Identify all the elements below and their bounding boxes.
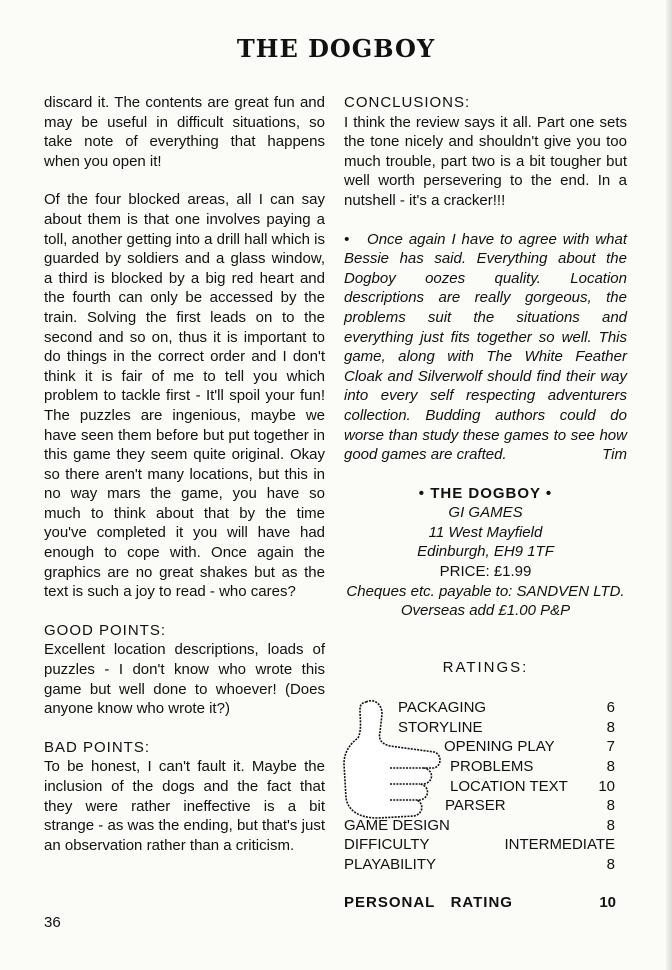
comment-text: Once again I have to agree with what Bessie has said. Everything about the Dogboy oozes quality. Location descriptions are really gorgeous, the problems suit the situations and everything just fits together so well. This game, along with The White Feather Cloak and Silverwolf should find their way into every self respecting adventurers collection. Budding authors could do worse than study these games to see how good games are crafted. [344,230,627,464]
page-title: THE DOGBOY [236,34,436,63]
page-number: 36 [44,914,61,931]
game-info-title: • THE DOGBOY • [418,484,553,502]
rating-value-problems: 8 [606,758,615,775]
rating-label-playability: PLAYABILITY [344,856,436,873]
bad-points-text: To be honest, I can't fault it. Maybe the inclusion of the dogs and the fact that they were rather ineffective is a bit strange - as was the ending, but that's just an observation rather than a criticism. [44,758,325,854]
game-info-price: PRICE: £1.99 [439,563,532,581]
game-info-cheques: Cheques etc. payable to: SANDVEN LTD. Overseas add £1.00 P&P [346,582,625,620]
rating-value-opening-play: 7 [606,738,615,755]
review-paragraph-1: discard it. The contents are great fun and may be useful in difficult situations, so take note of everything that happens when you open it! [44,94,325,170]
rating-value-location-text: 10 [598,778,615,795]
bad-points-section [44,738,325,856]
ratings-heading: RATINGS: [442,659,529,676]
reviewer-comment [344,230,627,465]
rating-value-parser: 8 [606,797,615,814]
left-column [44,93,325,874]
good-points-heading: GOOD POINTS: [44,621,167,639]
rating-label-opening-play: OPENING PLAY [444,738,555,755]
rating-value-difficulty: INTERMEDIATE [504,836,615,853]
review-paragraph-2: Of the four blocked areas, all I can say about them is that one involves paying a toll, another getting into a drill hall which is guarded by soldiers and a glass window, a third is blocked by a big red heart and the fourth can only be accessed by the train. Solving the first leads on to the second and so on, thus it is important to do things in the correct order and I don't think it is fair of me to tell you which problem to tackle first - It'll spoil your fun! The puzzles are ingenious, maybe we have seen them before but put together in this game they seem quite original. Okay so there aren't many locations, but this in no way mars the game, you have so much to think about that by the time you've completed it you will have had enough to cope with. Once again the graphics are no great shakes but as the text is such a joy to read - who cares? [44,191,325,601]
rating-label-packaging: PACKAGING [398,699,487,716]
rating-label-storyline: STORYLINE [398,719,483,736]
rating-value-playability: 8 [606,856,615,873]
page-edge [666,0,672,970]
good-points-text: Excellent location descriptions, loads of puzzles - I don't know who wrote this game but well done to whoever! (Does anyone know who wrote it?) [44,641,325,718]
bad-points-heading: BAD POINTS: [44,738,151,756]
personal-rating-label: PERSONAL RATING [344,894,513,911]
game-info-block [344,484,627,621]
comment-bullet: • [344,230,350,248]
rating-value-packaging: 6 [606,699,615,716]
game-info-address-line-1: 11 West Mayfield [428,523,543,541]
rating-label-difficulty: DIFFICULTY [344,836,430,853]
rating-label-game-design: GAME DESIGN [344,817,450,834]
personal-rating-value: 10 [599,894,616,911]
conclusions-heading: CONCLUSIONS: [344,94,471,111]
good-points-section [44,621,325,719]
rating-label-location-text: LOCATION TEXT [450,778,568,795]
rating-label-problems: PROBLEMS [450,758,534,775]
rating-label-parser: PARSER [445,797,506,814]
comment-signature: Tim [602,446,627,464]
game-info-address-line-2: Edinburgh, EH9 1TF [417,543,554,561]
rating-value-game-design: 8 [606,817,615,834]
conclusions-section [344,93,627,211]
game-info-publisher: GI GAMES [448,504,523,522]
right-column [344,93,627,641]
conclusions-text: I think the review says it all. Part one sets the tone nicely and shouldn't give you too much trouble, part two is a bit tougher but well worth persevering to the end. In a nutshell - it's a cracker!!! [344,113,627,209]
rating-value-storyline: 8 [606,719,615,736]
